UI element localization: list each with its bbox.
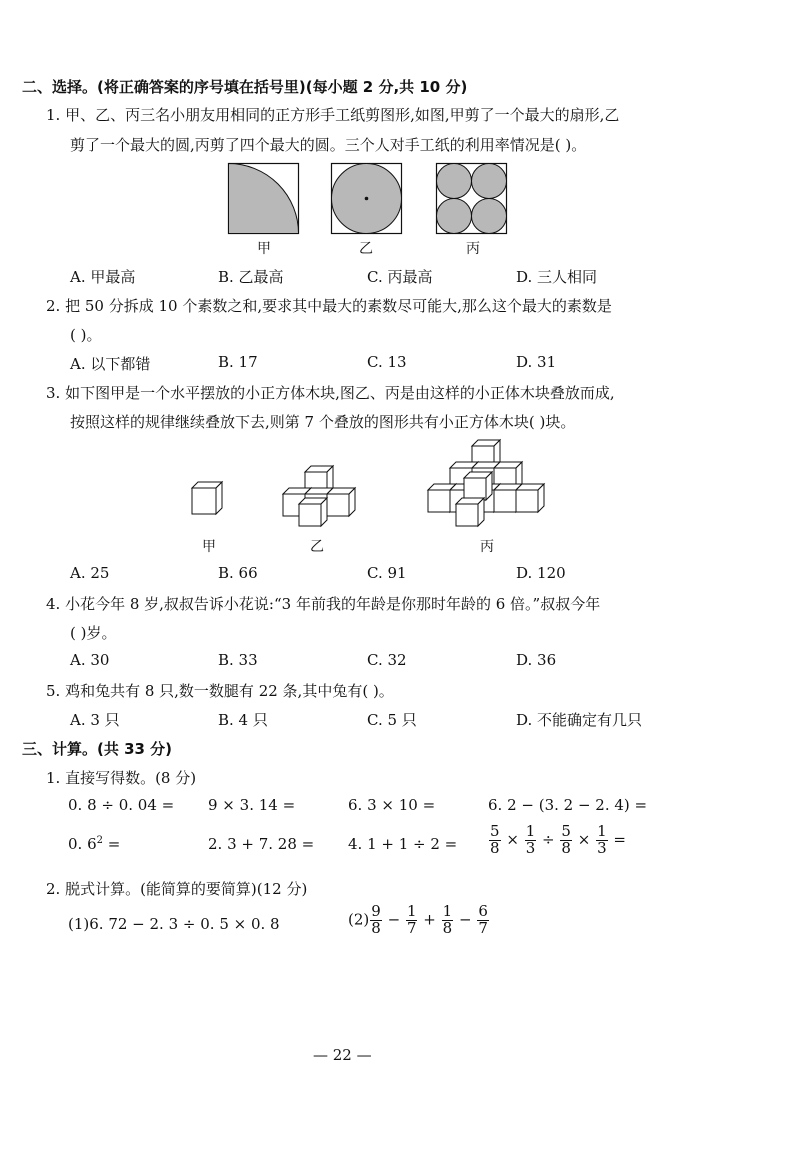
q3-figure-bing-stack [420, 438, 550, 533]
calc-1-2: 9 × 3. 14 = [208, 796, 296, 814]
q2-option-c: C. 13 [367, 353, 407, 371]
q5-text: 5. 鸡和兔共有 8 只,数一数腿有 22 条,其中兔有( )。 [46, 682, 394, 700]
q4-option-c: C. 32 [367, 651, 407, 669]
q1-figure-jia [228, 163, 300, 235]
cube-face [456, 504, 478, 526]
q2-option-a: A. 以下都错 [70, 355, 151, 373]
q3-option-c: C. 91 [367, 564, 407, 582]
q5-option-c: C. 5 只 [367, 711, 417, 729]
calc-2-1: 0. $6^2$ = [68, 835, 121, 853]
q1-figure-bing [436, 163, 508, 235]
calc-2-2: 2. 3 + 7. 28 = [208, 835, 315, 853]
q2-option-d: D. 31 [516, 353, 557, 371]
cube-face [428, 490, 450, 512]
cube-face [494, 490, 516, 512]
q1-fig-label-yi: 乙 [359, 241, 373, 257]
q3-figure-jia-cube [190, 480, 230, 520]
q2-text-line2: ( )。 [70, 326, 102, 344]
cube-face [516, 490, 538, 512]
part2-title: 2. 脱式计算。(能简算的要简算)(12 分) [46, 880, 308, 898]
page-number: — 22 — [313, 1046, 372, 1064]
q1-fig-label-bing: 丙 [466, 241, 480, 257]
part1-title: 1. 直接写得数。(8 分) [46, 769, 197, 787]
q3-figure-yi-stack [275, 460, 365, 530]
cube-face [299, 504, 321, 526]
q3-option-b: B. 66 [218, 564, 258, 582]
section-3-title: 三、计算。(共 33 分) [22, 740, 173, 758]
q1-figure-yi [331, 163, 403, 235]
q3-text-line2: 按照这样的规律继续叠放下去,则第 7 个叠放的图形共有小正方体木块( )块。 [70, 413, 576, 431]
calc-1-1: 0. 8 ÷ 0. 04 = [68, 796, 175, 814]
q3-fig-label-bing: 丙 [480, 539, 494, 555]
q1-option-d: D. 三人相同 [516, 268, 598, 286]
calc-1-3: 6. 3 × 10 = [348, 796, 436, 814]
q4-option-b: B. 33 [218, 651, 258, 669]
q1-option-a: A. 甲最高 [70, 268, 136, 286]
q4-option-d: D. 36 [516, 651, 557, 669]
q3-option-a: A. 25 [70, 564, 110, 582]
expr-1: (1)6. 72 − 2. 3 ÷ 0. 5 × 0. 8 [68, 915, 280, 933]
q1-option-c: C. 丙最高 [367, 268, 433, 286]
q2-text-line1: 2. 把 50 分拆成 10 个素数之和,要求其中最大的素数尽可能大,那么这个最大的素数是 [46, 297, 612, 315]
q5-option-a: A. 3 只 [70, 711, 120, 729]
q1-option-b: B. 乙最高 [218, 268, 284, 286]
q5-option-b: B. 4 只 [218, 711, 268, 729]
calc-2-3: 4. 1 + 1 ÷ 2 = [348, 835, 458, 853]
q4-option-a: A. 30 [70, 651, 110, 669]
expr-2-fraction: (2) $\frac{9}{8}$ − $\frac{1}{7}$ + $\frac{1}{8}$ − $\frac{6}{7}$ [348, 902, 488, 937]
q1-text-line2: 剪了一个最大的圆,丙剪了四个最大的圆。三个人对手工纸的利用率情况是( )。 [70, 136, 587, 154]
q3-fig-label-yi: 乙 [310, 539, 324, 555]
q4-text-line2: ( )岁。 [70, 624, 117, 642]
q3-text-line1: 3. 如下图甲是一个水平摆放的小正方体木块,图乙、丙是由这样的小正体木块叠放而成, [46, 384, 615, 402]
calc-2-4-fraction-expr: $\frac{5}{8}$ × $\frac{1}{3}$ ÷ $\frac{5}{8}$ × $\frac{1}{3}$ = [490, 822, 626, 857]
section-2-title: 二、选择。(将正确答案的序号填在括号里)(每小题 2 分,共 10 分) [22, 78, 468, 96]
q1-text-line1: 1. 甲、乙、丙三名小朋友用相同的正方形手工纸剪图形,如图,甲剪了一个最大的扇形,乙 [46, 106, 620, 124]
q3-option-d: D. 120 [516, 564, 566, 582]
q5-option-d: D. 不能确定有几只 [516, 711, 643, 729]
calc-1-4: 6. 2 − (3. 2 − 2. 4) = [488, 796, 648, 814]
q3-fig-label-jia: 甲 [202, 539, 216, 555]
cube-face [464, 478, 486, 500]
q4-text-line1: 4. 小花今年 8 岁,叔叔告诉小花说:“3 年前我的年龄是你那时年龄的 6 倍。”叔叔今年 [46, 595, 601, 613]
cube-face [327, 494, 349, 516]
q1-fig-label-jia: 甲 [257, 241, 271, 257]
q2-option-b: B. 17 [218, 353, 258, 371]
